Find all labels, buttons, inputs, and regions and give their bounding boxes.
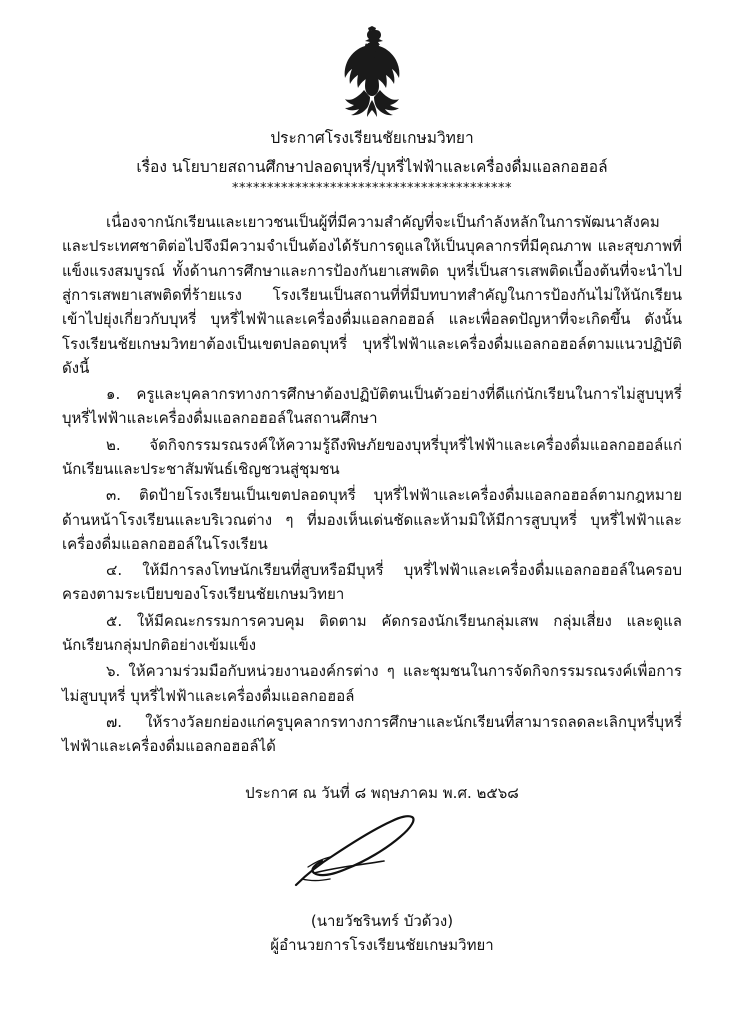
page-title: ประกาศโรงเรียนชัยเกษมวิทยา (270, 129, 474, 147)
handwritten-signature-icon (288, 809, 488, 909)
paragraph-intro: เนื่องจากนักเรียนและเยาวชนเป็นผู้ที่มีความสำคัญที่จะเป็นกำลังหลักในการพัฒนาสังคมและประเทศชาติต่อไปจึงมีความจำเป็นต้องได้รับการดูแลให้เป็นบุคลากรที่มีคุณภาพ และสุขภาพที่แข็งแรงสมบูรณ์ ทั้งด้านการศึกษาและการป้องกันยาเสพติด บุหรี่เป็นสารเสพติดเบื้องต้นที่จะนำไปสู่การเสพยาเสพติดที่ร้ายแรง โรงเรียนเป็นสถานที่ที่มีบทบาทสำคัญในการป้องกันไม่ให้นักเรียนเข้าไปยุ่งเกี่ยวกับบุหรี่ บุหรี่ไฟฟ้าและเครื่องดื่มแอลกอฮอล์ และเพื่อลดปัญหาที่จะเกิดขึ้น ดังนั้นโรงเรียนชัยเกษมวิทยาต้องเป็นเขตปลอดบุหรี่ บุหรี่ไฟฟ้าและเครื่องดื่มแอลกอฮอล์ตามแนวปฏิบัติดังนี้ (62, 213, 682, 377)
paragraph-item-6: ๖. ให้ความร่วมมือกับหน่วยงานองค์กรต่าง ๆ และชุมชนในการจัดกิจกรรมรณรงค์เพื่อการไม่สูบบุหรี่ บุหรี่ไฟฟ้าและเครื่องดื่มแอลกอฮอล์ (62, 662, 682, 705)
divider: **************************************** (232, 181, 512, 197)
paragraph-item-4: ๔. ให้มีการลงโทษนักเรียนที่สูบหรือมีบุหรี่ บุหรี่ไฟฟ้าและเครื่องดื่มแอลกอฮอล์ในครอบครองตามระเบียบของโรงเรียนชัยเกษมวิทยา (62, 561, 682, 604)
emblem-container (62, 26, 682, 122)
paragraph-item-5: ๕. ให้มีคณะกรรมการควบคุม ติดตาม คัดกรองนักเรียนกลุ่มเสพ กลุ่มเสี่ยง และดูแลนักเรียนกลุ่มปกติอย่างเข้มแข็ง (62, 611, 682, 655)
page-subtitle: เรื่อง นโยบายสถานศึกษาปลอดบุหรี่/บุหรี่ไฟฟ้าและเครื่องดื่มแอลกอฮอล์ (136, 158, 608, 177)
signer-position: ผู้อำนวยการโรงเรียนชัยเกษมวิทยา (270, 935, 494, 954)
paragraph-item-3: ๓. ติดป้ายโรงเรียนเป็นเขตปลอดบุหรี่ บุหรี่ไฟฟ้าและเครื่องดื่มแอลกอฮอล์ตามกฎหมาย ด้านหน้าโรงเรียนและบริเวณต่าง ๆ ที่มองเห็นเด่นชัดและห้ามมิให้มีการสูบบุหรี่ บุหรี่ไฟฟ้าและเครื่องดื่มแอลกอฮอล์ในโรงเรียน (62, 486, 682, 553)
paragraph-item-1: ๑. ครูและบุคลากรทางการศึกษาต้องปฏิบัติตนเป็นตัวอย่างที่ดีแก่นักเรียนในการไม่สูบบุหรี่บุหรี่ไฟฟ้าและเครื่องดื่มแอลกอฮอล์ในสถานศึกษา (62, 385, 682, 428)
garuda-emblem-icon (335, 26, 409, 118)
signer-name: (นายวัชรินทร์ บัวด้วง) (310, 911, 454, 930)
signature-area (62, 805, 682, 909)
paragraph-item-7: ๗. ให้รางวัลยกย่องแก่ครูบุคลากรทางการศึกษาและนักเรียนที่สามารถลดละเลิกบุหรี่บุหรี่ไฟฟ้าและเครื่องดื่มแอลกอฮอล์ได้ (62, 712, 682, 756)
paragraph-item-2: ๒. จัดกิจกรรมรณรงค์ให้ความรู้ถึงพิษภัยของบุหรี่บุหรี่ไฟฟ้าและเครื่องดื่มแอลกอฮอล์แก่นักเรียนและประชาสัมพันธ์เชิญชวนสู่ชุมชน (62, 435, 682, 478)
announce-date: ประกาศ ณ วันที่ ๘ พฤษภาคม พ.ศ. ๒๕๖๘ (245, 783, 519, 802)
